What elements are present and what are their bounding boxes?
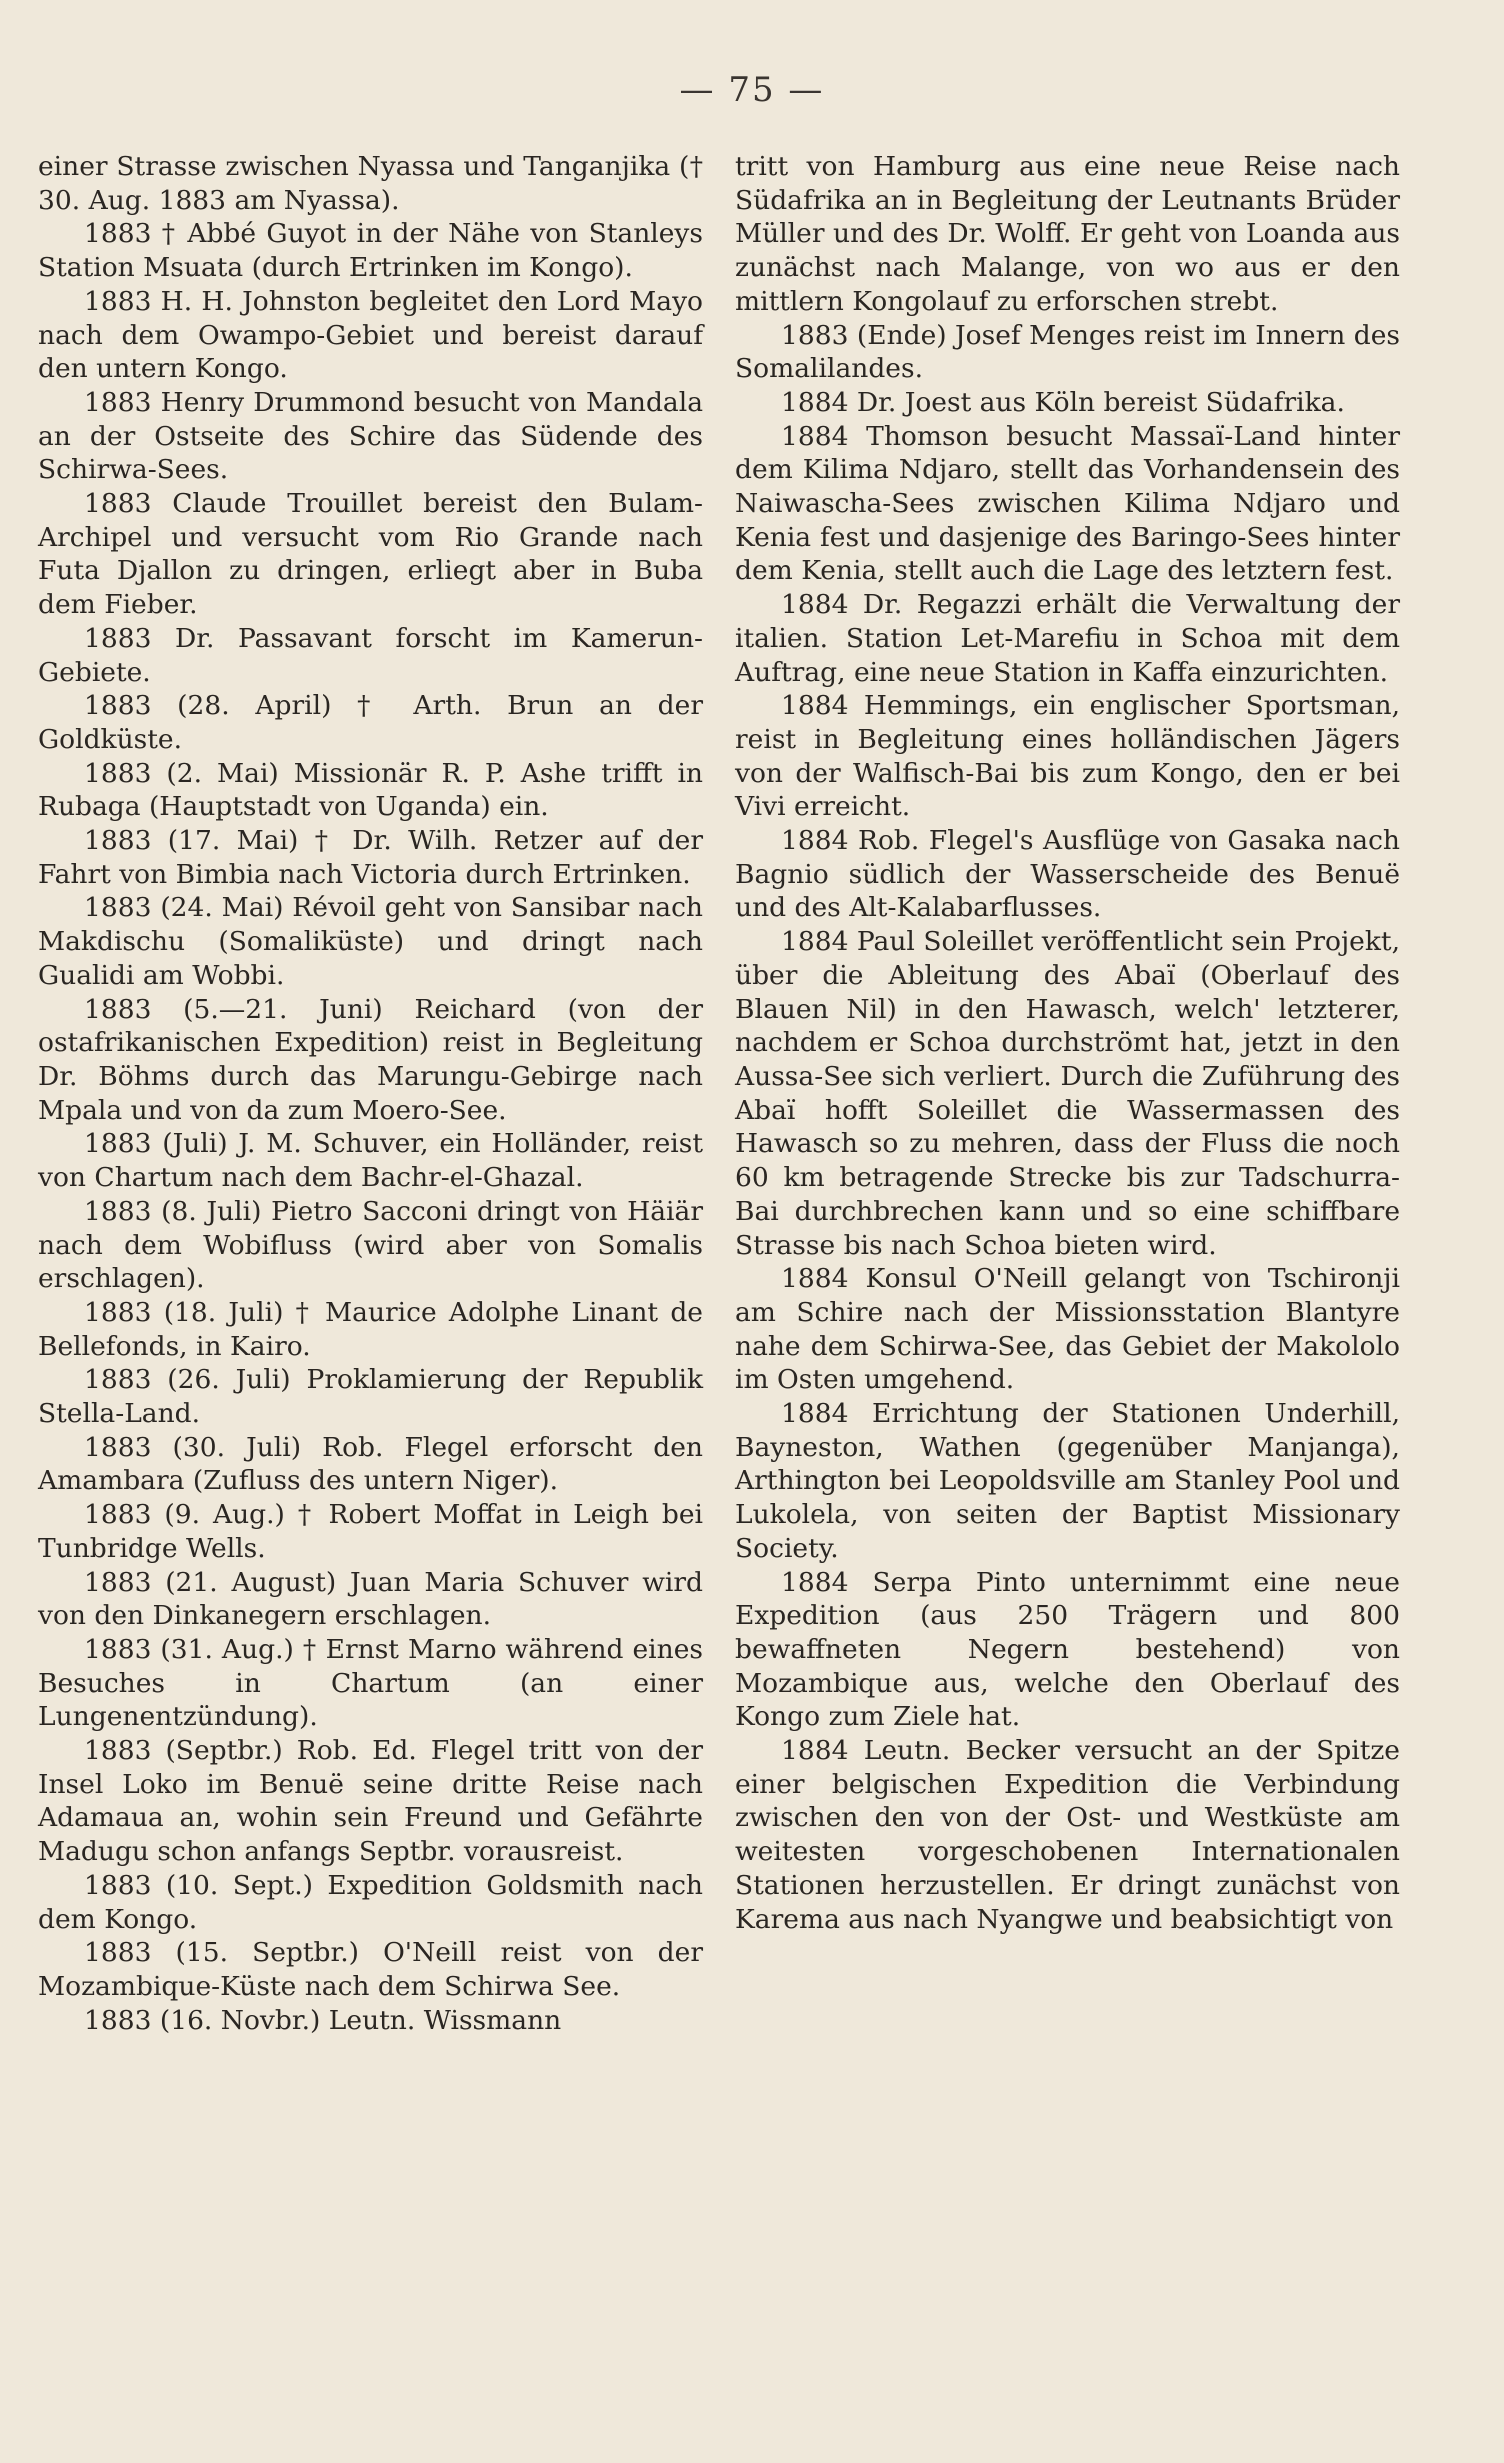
entry-text: 1884 Konsul O'Neill gelangt von Tschironji am Schire nach der Missionsstation Blantyre nahe dem Schirwa-See, das Gebiet der Makololo im Osten umgehend. (735, 1263, 1400, 1396)
entry-text: 1884 Hemmings, ein englischer Sportsman, reist in Begleitung eines holländischen Jägers von der Walfisch-Bai bis zum Kongo, den er bei Vivi erreicht. (735, 690, 1400, 823)
chronology-entry (38, 689, 703, 756)
chronology-entry (735, 689, 1400, 824)
entry-text: 1883 (31. Aug.) † Ernst Marno während eines Besuches in Chartum (an einer Lungenentzündung). (38, 1633, 703, 1733)
chronology-entry (38, 824, 703, 891)
entry-text: 1884 Rob. Flegel's Ausflüge von Gasaka nach Bagnio südlich der Wasserscheide des Benuë und des Alt-Kalabarflusses. (735, 825, 1400, 924)
entry-text: 1884 Errichtung der Stationen Underhill, Bayneston, Wathen (gegenüber Manjanga), Arthington bei Leopoldsville am Stanley Pool und Lukolela, von seiten der Baptist Missionary Society. (735, 1398, 1400, 1564)
chronology-entry (38, 757, 703, 824)
entry-text: 1883 (10. Sept.) Expedition Goldsmith nach dem Kongo. (38, 1869, 703, 1935)
entry-text: 1884 Serpa Pinto unternimmt eine neue Expedition (aus 250 Trägern und 800 bewaffneten Negern bestehend) von Mozambique aus, welche den Oberlauf des Kongo zum Ziele hat. (735, 1566, 1400, 1733)
page-number: — 75 — (679, 70, 825, 110)
entry-text: 1884 Dr. Joest aus Köln bereist Südafrika. (781, 386, 1345, 418)
chronology-entry (38, 487, 703, 622)
chronology-entry (38, 217, 703, 284)
entry-text: 1883 (16. Novbr.) Leutn. Wissmann (84, 2004, 562, 2036)
entry-text: 1883 H. H. Johnston begleitet den Lord Mayo nach dem Owampo-Gebiet und bereist darauf den untern Kongo. (38, 285, 703, 385)
entry-text: 1883 (17. Mai) † Dr. Wilh. Retzer auf der Fahrt von Bimbia nach Victoria durch Ertrinken. (38, 825, 703, 890)
chronology-entry (38, 1566, 703, 1633)
entry-text: 1883 Henry Drummond besucht von Mandala an der Ostseite des Schire das Südende des Schirwa-Sees. (38, 386, 703, 486)
chronology-entry (38, 1195, 703, 1296)
chronology-entry (735, 319, 1400, 386)
entry-text: 1883 (26. Juli) Proklamierung der Republik Stella-Land. (38, 1364, 703, 1430)
entry-text: 1884 Dr. Regazzi erhält die Verwaltung der italien. Station Let-Marefiu in Schoa mit dem Auftrag, eine neue Station in Kaffa einzurichten. (735, 589, 1400, 688)
entry-text: 1883 (5.—21. Juni) Reichard (von der ostafrikanischen Expedition) reist in Begleitung Dr. Böhms durch das Marungu-Gebirge nach Mpala und von da zum Moero-See. (38, 993, 703, 1126)
chronology-entry (38, 1127, 703, 1194)
chronology-entry (38, 1734, 703, 1869)
chronology-entry (735, 588, 1400, 689)
entry-text: tritt von Hamburg aus eine neue Reise nach Südafrika an in Begleitung der Leutnants Brüder Müller und des Dr. Wolff. Er geht von Loanda aus zunächst nach Malange, von wo aus er den mittlern Kongolauf zu erforschen strebt. (735, 151, 1400, 317)
entry-text: 1883 † Abbé Guyot in der Nähe von Stanleys Station Msuata (durch Ertrinken im Kongo). (38, 218, 703, 284)
entry-text: 1884 Leutn. Becker versucht an der Spitze einer belgischen Expedition die Verbindung zwischen den von der Ost- und Westküste am weitesten vorgeschobenen Internationalen Stationen herzustellen. Er dringt zunächst von Karema aus nach Nyangwe und beabsichtigt von (735, 1735, 1400, 1935)
chronology-entry (735, 925, 1400, 1262)
chronology-entry (38, 150, 703, 217)
entry-text: 1884 Thomson besucht Massaï-Land hinter dem Kilima Ndjaro, stellt das Vorhandensein des Naiwascha-Sees zwischen Kilima Ndjaro und Kenia fest und dasjenige des Baringo-Sees hinter dem Kenia, stellt auch die Lage des letztern fest. (735, 420, 1400, 587)
left-column (38, 150, 703, 2037)
entry-text: 1884 Paul Soleillet veröffentlicht sein Projekt, über die Ableitung des Abaï (Oberlauf des Blauen Nil) in den Hawasch, welch' letzterer, nachdem er Schoa durchströmt hat, jetzt in den Aussa-See sich verliert. Durch die Zuführung des Abaï hofft Soleillet die Wassermassen des Hawasch so zu mehren, dass der Fluss die noch 60 km betragende Strecke bis zur Tadschurra-Bai durchbrechen kann und so eine schiffbare Strasse bis nach Schoa bieten wird. (735, 926, 1400, 1261)
chronology-entry (735, 150, 1400, 319)
chronology-entry (38, 1869, 703, 1936)
chronology-entry (735, 824, 1400, 925)
chronology-entry (38, 1498, 703, 1565)
chronology-entry (735, 386, 1400, 420)
chronology-entry (38, 1431, 703, 1498)
right-column (735, 150, 1400, 1936)
chronology-entry (38, 1936, 703, 2003)
chronology-entry (38, 891, 703, 992)
entry-text: einer Strasse zwischen Nyassa und Tanganjika († 30. Aug. 1883 am Nyassa). (38, 151, 703, 216)
entry-text: 1883 (Septbr.) Rob. Ed. Flegel tritt von der Insel Loko im Benuë seine dritte Reise nach Adamaua an, wohin sein Freund und Gefährte Madugu schon anfangs Septbr. vorausreist. (38, 1735, 703, 1868)
chronology-entry (735, 420, 1400, 589)
entry-text: 1883 (15. Septbr.) O'Neill reist von der Mozambique-Küste nach dem Schirwa See. (38, 1937, 703, 2002)
chronology-entry (735, 1566, 1400, 1735)
chronology-entry (38, 1296, 703, 1363)
entry-text: 1883 (8. Juli) Pietro Sacconi dringt von Häiär nach dem Wobifluss (wird aber von Somalis erschlagen). (38, 1195, 703, 1295)
entry-text: 1883 (24. Mai) Révoil geht von Sansibar nach Makdischu (Somaliküste) und dringt nach Gualidi am Wobbi. (38, 892, 703, 991)
chronology-entry (38, 386, 703, 487)
entry-text: 1883 Dr. Passavant forscht im Kamerun-Gebiete. (38, 622, 703, 688)
chronology-entry (38, 622, 703, 689)
chronology-entry (38, 285, 703, 386)
chronology-entry (735, 1397, 1400, 1566)
entry-text: 1883 (Ende) Josef Menges reist im Innern des Somalilandes. (735, 319, 1400, 385)
chronology-entry (38, 2004, 703, 2038)
entry-text: 1883 (9. Aug.) † Robert Moffat in Leigh bei Tunbridge Wells. (38, 1499, 703, 1564)
entry-text: 1883 (18. Juli) † Maurice Adolphe Linant de Bellefonds, in Kairo. (38, 1296, 703, 1362)
entry-text: 1883 (2. Mai) Missionär R. P. Ashe trifft in Rubaga (Hauptstadt von Uganda) ein. (38, 757, 703, 823)
chronology-entry (38, 993, 703, 1128)
entry-text: 1883 (30. Juli) Rob. Flegel erforscht den Amambara (Zufluss des untern Niger). (38, 1431, 703, 1497)
entry-text: 1883 (28. April) † Arth. Brun an der Goldküste. (38, 690, 703, 755)
entry-text: 1883 (21. August) Juan Maria Schuver wird von den Dinkanegern erschlagen. (38, 1566, 703, 1632)
chronology-entry (735, 1734, 1400, 1936)
entry-text: 1883 Claude Trouillet bereist den Bulam-Archipel und versucht vom Rio Grande nach Futa Djallon zu dringen, erliegt aber in Buba dem Fieber. (38, 488, 703, 621)
chronology-entry (735, 1262, 1400, 1397)
chronology-entry (38, 1633, 703, 1734)
chronology-entry (38, 1363, 703, 1430)
entry-text: 1883 (Juli) J. M. Schuver, ein Holländer, reist von Chartum nach dem Bachr-el-Ghazal. (38, 1128, 703, 1194)
